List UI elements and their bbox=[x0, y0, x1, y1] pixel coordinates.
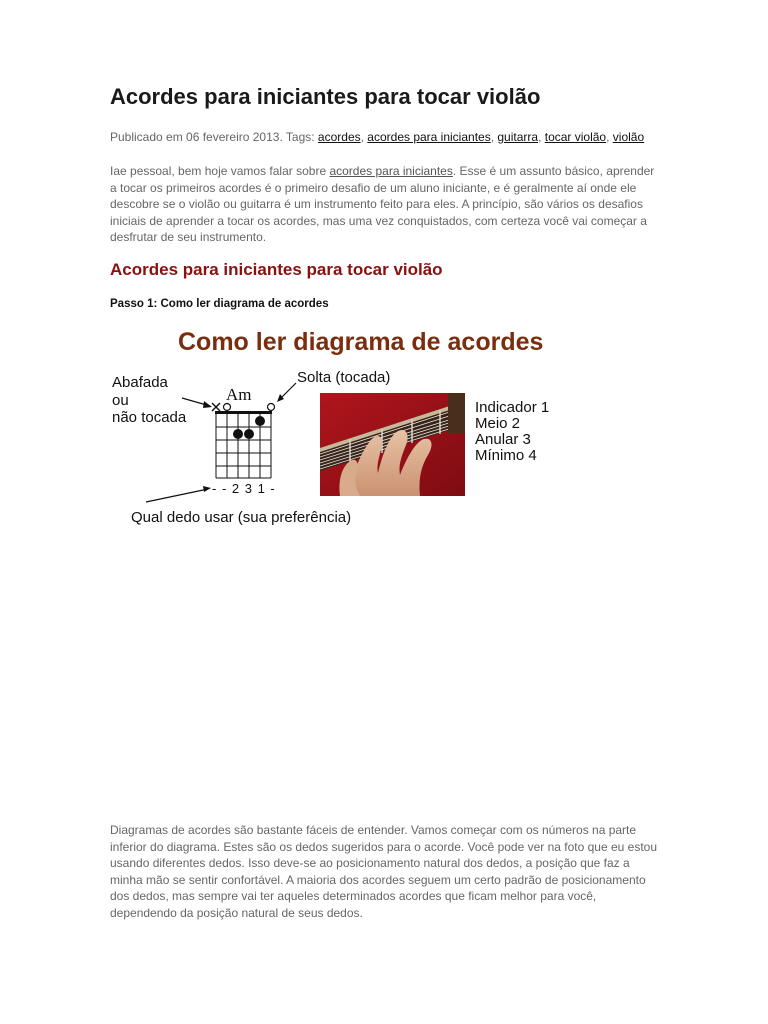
intro-link-acordes-para-iniciantes[interactable]: acordes para iniciantes bbox=[329, 164, 453, 178]
finger-legend-3: Anular 3 bbox=[475, 431, 531, 448]
tag-link-acordes[interactable]: acordes bbox=[317, 130, 361, 144]
open-string-label: Solta (tocada) bbox=[297, 369, 391, 386]
fingering-numbers: - - 2 3 1 - bbox=[212, 481, 276, 496]
chord-photo bbox=[320, 393, 465, 496]
chord-name: Am bbox=[226, 385, 252, 404]
tag-link-acordes-para-iniciantes[interactable]: acordes para iniciantes bbox=[367, 130, 491, 144]
tag-link-guitarra[interactable]: guitarra bbox=[497, 130, 539, 144]
intro-text-start: Iae pessoal, bem hoje vamos falar sobre bbox=[110, 164, 330, 178]
outro-paragraph: Diagramas de acordes são bastante fáceis de entender. Vamos começar com os números na parte inferior do diagrama. Estes são os dedos sugeridos para o acorde. Você pode ver na foto que eu estou usando diferentes dedos. Isso deve-se ao posicionamento natural dos dedos, a posição que faz a minha mão se sentir confortável. A maioria dos acordes seguem um certo padrão de posicionamento dos dedos, mas sempre vai ter aqueles determinados acordes que ficam melhor para você, dependendo da posição natural de seus dedos. bbox=[110, 823, 658, 920]
tag-link-tocar-violao[interactable]: tocar violão bbox=[544, 130, 607, 144]
step-label: Passo 1: Como ler diagrama de acordes bbox=[110, 298, 329, 310]
post-meta: Publicado em 06 fevereiro 2013. Tags: acordes, acordes para iniciantes, guitarra, tocar violão, violão bbox=[110, 130, 645, 144]
tag-link-violao[interactable]: violão bbox=[612, 130, 645, 144]
diagram-title: Como ler diagrama de acordes bbox=[178, 328, 544, 356]
article-title: Acordes para iniciantes para tocar violão bbox=[110, 84, 541, 109]
muted-label-line1: Abafada bbox=[112, 374, 168, 391]
finger-legend-1: Indicador 1 bbox=[475, 399, 550, 416]
finger-legend-2: Meio 2 bbox=[475, 415, 521, 432]
finger-usage-label: Qual dedo usar (sua preferência) bbox=[131, 509, 352, 526]
finger-legend-4: Mínimo 4 bbox=[475, 447, 537, 464]
section-heading: Acordes para iniciantes para tocar violão bbox=[110, 260, 443, 279]
intro-text-end: . Esse é um assunto básico, aprender a tocar os primeiros acordes é o primeiro desafio de um aluno iniciante, e é geralmente aí onde ele descobre se o violão ou guitarra é um instrumento feito para eles. A princípio, são vários os desafios iniciais de aprender a tocar os acordes, mas uma vez conquistados, com certeza você vai começar a desfrutar de seu instrumento. bbox=[110, 164, 655, 245]
muted-label-line2: ou bbox=[112, 392, 129, 409]
publish-date: Publicado em 06 fevereiro 2013. Tags: bbox=[110, 130, 318, 144]
intro-paragraph bbox=[110, 163, 660, 246]
muted-label-line3: não tocada bbox=[112, 409, 187, 426]
